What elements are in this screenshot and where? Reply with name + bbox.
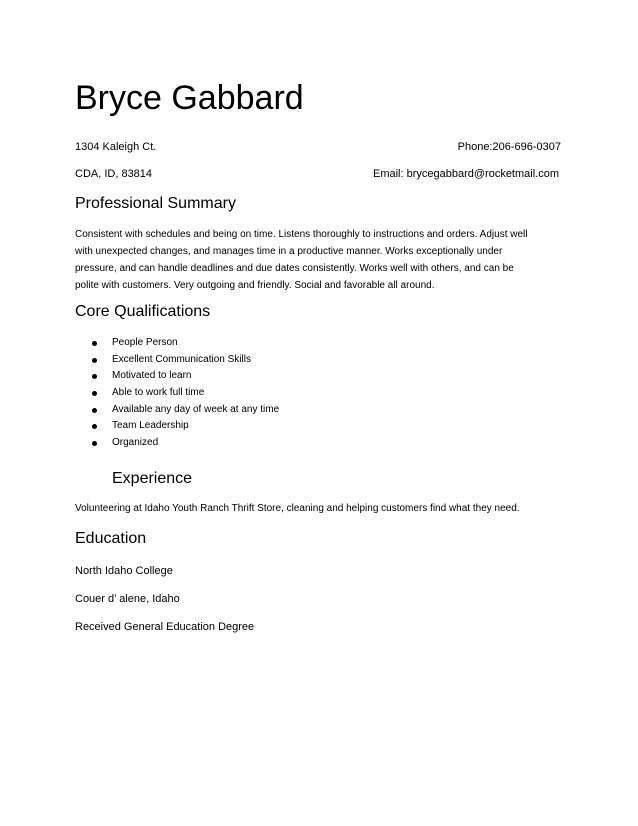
bullet-icon [92,391,97,396]
email-address: Email: brycegabbard@rocketmail.com [372,168,559,180]
bullet-icon [92,424,97,429]
experience-heading: Experience [112,470,193,487]
list-item-label: Team Leadership [112,420,189,432]
list-item-label: Available any day of week at any time [112,403,280,415]
bullet-icon [92,358,97,363]
list-item [75,402,279,419]
education-school: North Idaho College [75,565,173,577]
list-item-label: Organized [112,437,159,449]
bullet-icon [92,341,97,346]
summary-line: polite with customers. Very outgoing and friendly. Social and favorable all around. [75,280,435,291]
core-qualifications-heading: Core Qualifications [75,303,211,320]
summary-line: with unexpected changes, and manages time in a productive manner. Works exceptionally under [75,246,503,257]
list-item-label: People Person [112,337,178,348]
list-item-label: Motivated to learn [112,370,192,382]
professional-summary-text [75,226,565,294]
experience-text: Volunteering at Idaho Youth Ranch Thrift Store, cleaning and helping customers find what they need. [75,503,520,514]
summary-line: pressure, and can handle deadlines and due dates consistently. Works well with others, and can be [75,263,514,274]
list-item-label: Able to work full time [112,387,205,399]
list-item [75,385,279,402]
professional-summary-heading: Professional Summary [75,195,236,212]
core-qualifications-list [75,335,279,452]
list-item [75,368,279,385]
resume-name: Bryce Gabbard [75,79,304,117]
list-item [75,352,279,369]
education-heading: Education [75,530,147,547]
list-item [75,418,279,435]
bullet-icon [92,374,97,379]
list-item [75,335,279,352]
education-degree: Received General Education Degree [75,621,255,633]
bullet-icon [92,408,97,413]
list-item [75,435,279,452]
list-item-label: Excellent Communication Skills [112,353,251,365]
address-line-2: CDA, ID, 83814 [75,168,153,180]
phone-number: Phone:206-696-0307 [457,141,561,153]
education-location: Couer d’ alene, Idaho [75,593,180,605]
contact-row-2 [75,166,561,182]
summary-line: Consistent with schedules and being on time. Listens thoroughly to instructions and orders. Adjust well [75,229,528,240]
contact-row-1 [75,139,561,155]
address-line-1: 1304 Kaleigh Ct. [75,141,157,153]
bullet-icon [92,441,97,446]
